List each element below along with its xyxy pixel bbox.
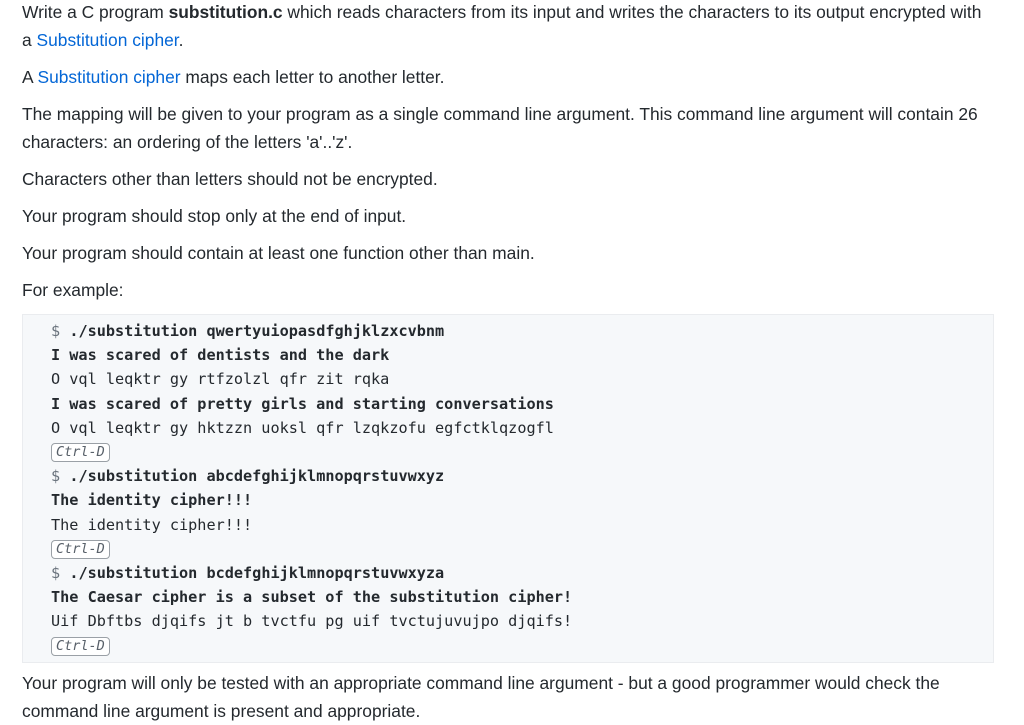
ctrl-d-key: Ctrl-D — [51, 540, 110, 559]
nonletters-paragraph: Characters other than letters should not be encrypted. — [22, 169, 438, 189]
input-line: I was scared of pretty girls and starting conversations — [51, 394, 554, 413]
intro-pre: Write a C program — [22, 2, 169, 22]
def-post: maps each letter to another letter. — [180, 67, 445, 87]
shell-prompt: $ — [51, 467, 61, 486]
def-pre: A — [22, 67, 38, 87]
intro-post: . — [178, 30, 184, 50]
program-filename: substitution.c — [168, 2, 283, 22]
shell-prompt: $ — [51, 564, 61, 582]
command-line — [51, 561, 993, 585]
intro-mid: which reads characters from its input and writes the characters to its output encrypted with a — [22, 2, 982, 50]
ctrl-d-line — [51, 537, 993, 561]
example-label: For example: — [22, 280, 124, 300]
command-text: ./substitution qwertyuiopasdfghjklzxcvbnm — [69, 322, 445, 340]
command-text: ./substitution bcdefghijklmnopqrstuvwxyza — [69, 564, 445, 582]
substitution-cipher-link-2[interactable]: Substitution cipher — [37, 67, 181, 87]
substitution-cipher-link[interactable]: Substitution cipher — [36, 30, 179, 50]
intro-paragraph — [22, 0, 982, 54]
output-line: O vql leqktr gy rtfzolzl qfr zit rqka — [51, 370, 390, 389]
definition-paragraph — [22, 63, 1024, 91]
stop-paragraph: Your program should stop only at the end of input. — [22, 206, 407, 226]
shell-prompt: $ — [51, 322, 61, 340]
function-paragraph: Your program should contain at least one function other than main. — [22, 243, 535, 263]
ctrl-d-key: Ctrl-D — [51, 637, 110, 656]
closing-paragraph: Your program will only be tested with an appropriate command line argument - but a good programmer would check the command line argument is present and appropriate. — [22, 672, 940, 721]
output-line: O vql leqktr gy hktzzn uoksl qfr lzqkzofu egfctklqzogfl — [51, 418, 554, 437]
command-line — [51, 464, 993, 488]
command-text: ./substitution abcdefghijklmnopqrstuvwxyz — [69, 467, 445, 486]
ctrl-d-line — [51, 440, 993, 464]
input-line: I was scared of dentists and the dark — [51, 346, 390, 365]
input-line: The Caesar cipher is a subset of the substitution cipher! — [51, 588, 573, 607]
mapping-paragraph: The mapping will be given to your program as a single command line argument. This command line argument will contain 26 characters: an ordering of the letters 'a'..'z'. — [22, 104, 978, 152]
output-line: Uif Dbftbs djqifs jt b tvctfu pg uif tvctujuvujpo djqifs! — [51, 612, 573, 631]
example-code-block — [22, 314, 994, 663]
output-line: The identity cipher!!! — [51, 515, 253, 534]
ctrl-d-line — [51, 634, 993, 658]
command-line — [51, 319, 993, 343]
input-line: The identity cipher!!! — [51, 491, 253, 510]
ctrl-d-key: Ctrl-D — [51, 443, 110, 462]
